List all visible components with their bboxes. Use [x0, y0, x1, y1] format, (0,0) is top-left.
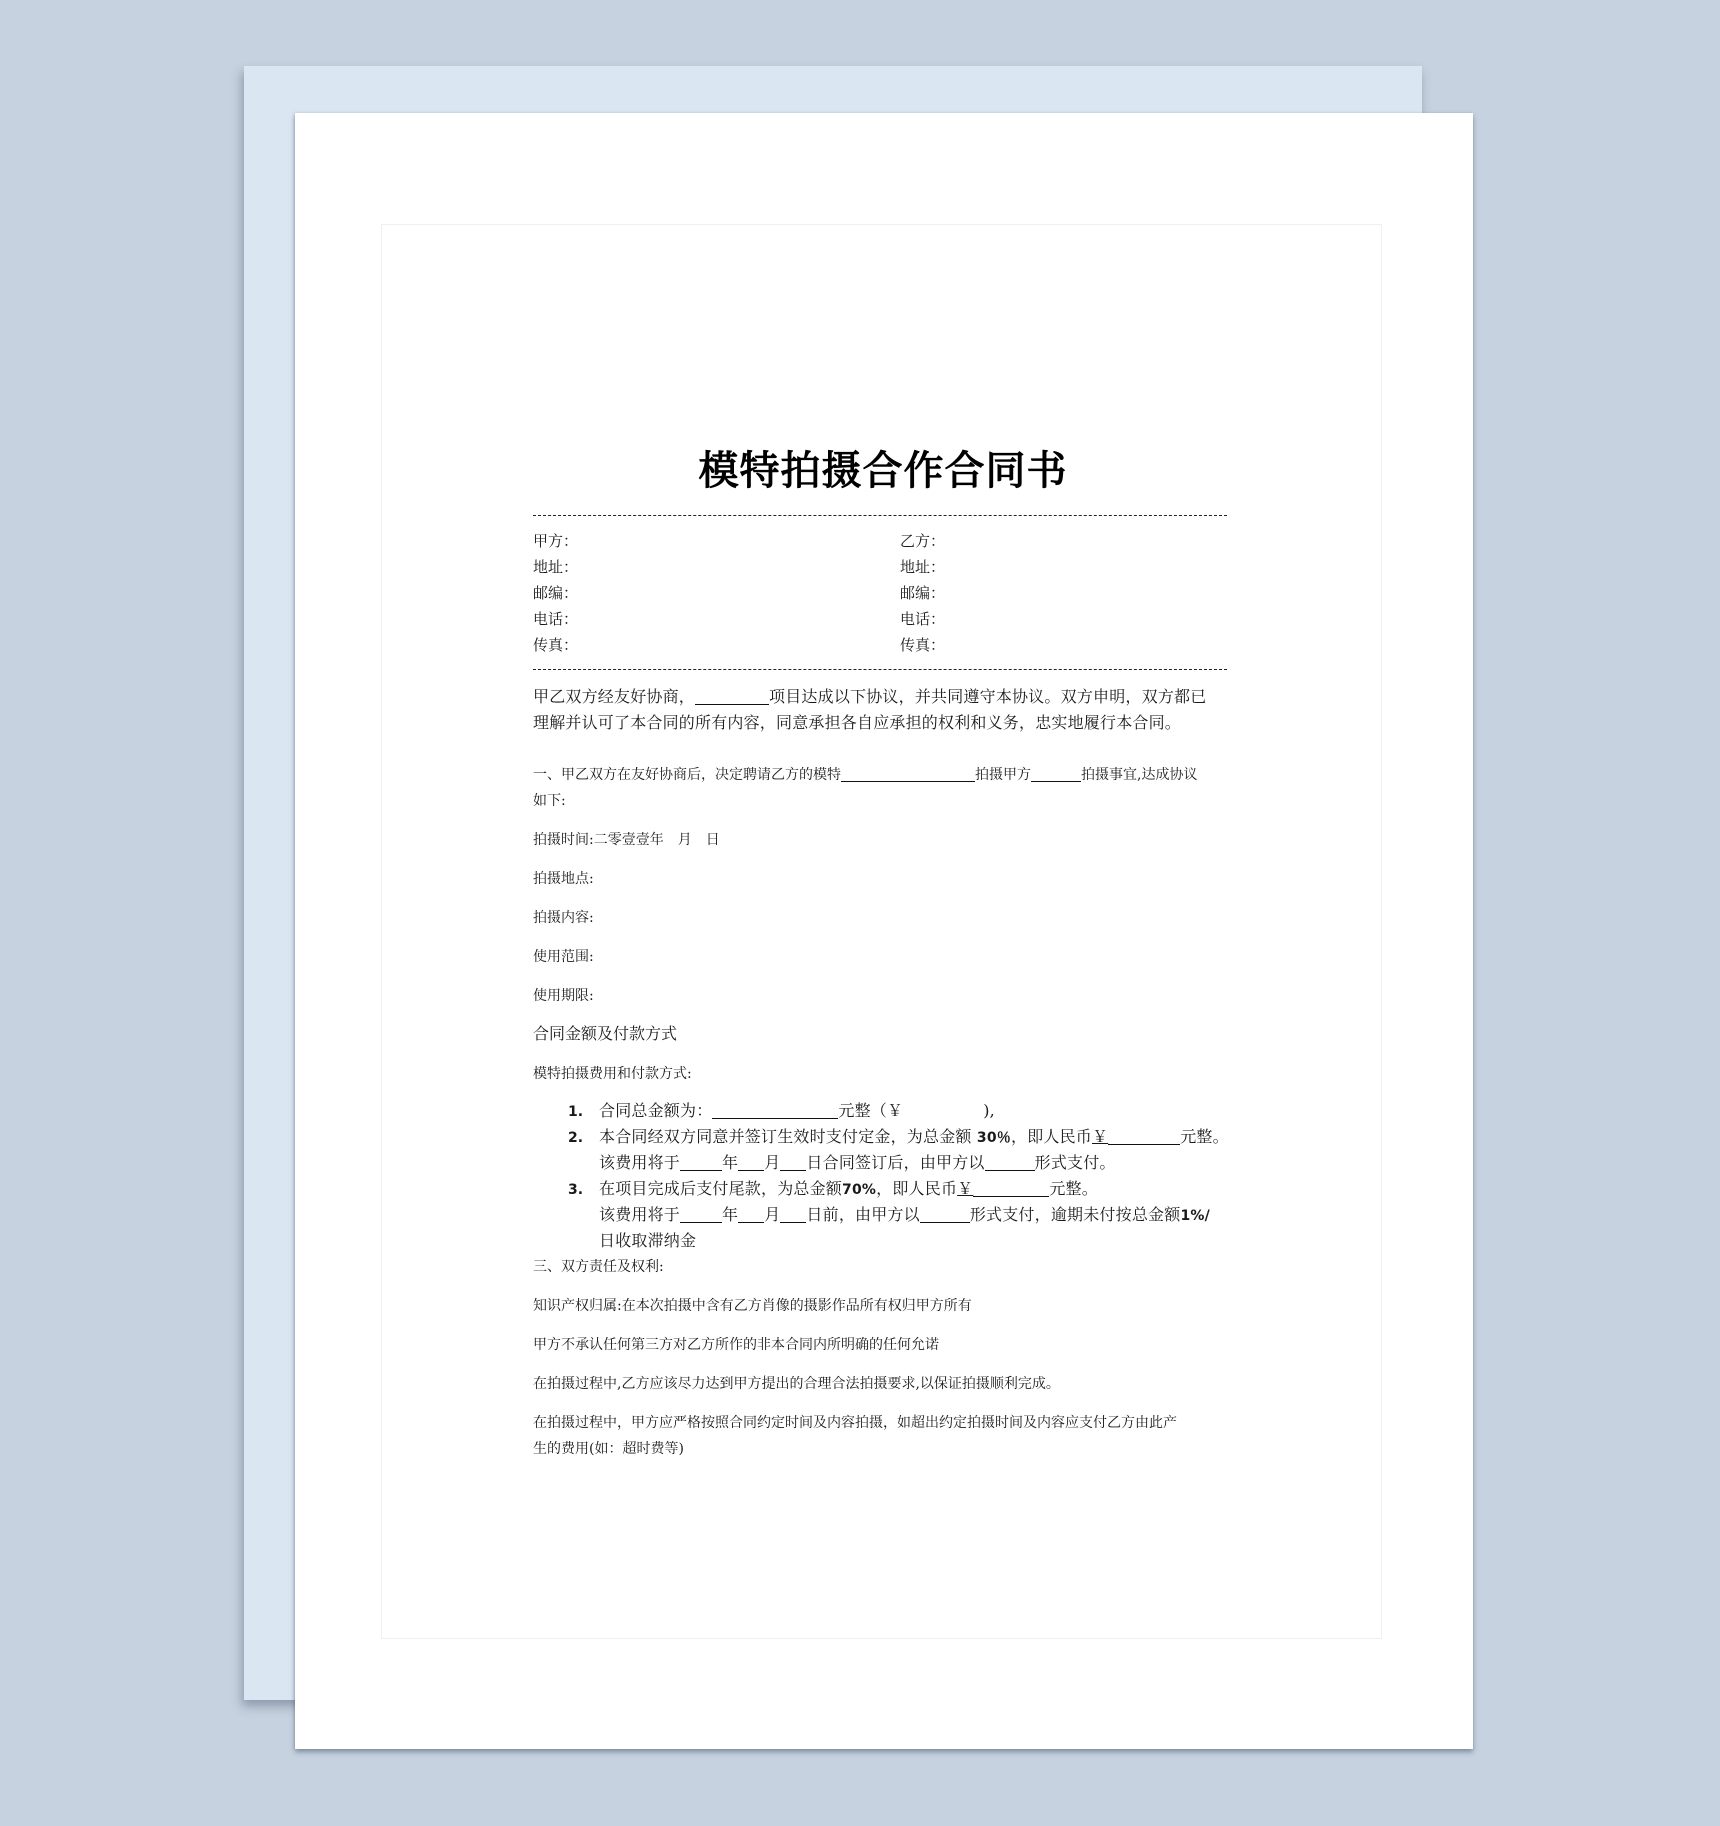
day-blank — [780, 1154, 806, 1171]
late-fee-percent: 1%/ — [1180, 1208, 1210, 1224]
intro-text: 项目达成以下协议，并共同遵守本协议。双方申明，双方都已 — [769, 687, 1207, 706]
payment-text: 元整（￥ — [838, 1101, 904, 1120]
party-b-postcode-label: 邮编： — [900, 584, 946, 602]
intro-line-2: 理解并认可了本合同的所有内容，同意承担各自应承担的权利和义务，忠实地履行本合同。 — [533, 713, 1182, 732]
shooting-time: 拍摄时间:二零壹壹年 月 日 — [533, 832, 720, 848]
payment-text: 合同总金额为： — [599, 1101, 713, 1120]
total-amount-blank — [712, 1102, 838, 1119]
usage-period: 使用期限: — [533, 988, 594, 1004]
project-blank — [695, 688, 769, 705]
deposit-amount-blank — [1108, 1128, 1180, 1145]
final-amount-blank — [973, 1180, 1049, 1197]
payment-text: 元整。 — [1049, 1179, 1098, 1198]
list-number-3: 3. — [568, 1182, 584, 1198]
month-label: 月 — [764, 1153, 781, 1172]
party-a-duty-clause-line-1: 在拍摄过程中，甲方应严格按照合同约定时间及内容拍摄，如超出约定拍摄时间及内容应支付乙方由此产 — [533, 1415, 1177, 1431]
section-1-line-2: 如下: — [533, 793, 566, 809]
section-1-line-1 — [533, 765, 1197, 785]
payment-text: 在项目完成后支付尾款，为总金额 — [599, 1179, 843, 1198]
intro-text: 甲乙双方经友好协商， — [533, 687, 696, 706]
intro-line-1 — [533, 687, 1206, 707]
document-title: 模特拍摄合作合同书 — [698, 448, 1068, 494]
year-blank — [680, 1154, 722, 1171]
party-b-fax-label: 传真： — [900, 636, 946, 654]
payment-text: 形式支付。 — [1034, 1153, 1116, 1172]
list-number-1: 1. — [568, 1104, 584, 1120]
section-3-heading: 三、双方责任及权利: — [533, 1259, 664, 1275]
deposit-percent: 30％ — [976, 1130, 1011, 1146]
list-number-2: 2. — [568, 1130, 584, 1146]
party-a-item-blank — [1031, 765, 1081, 782]
month-label: 月 — [764, 1205, 781, 1224]
party-a-address-label: 地址： — [533, 558, 579, 576]
payment-text: 该费用将于 — [599, 1153, 681, 1172]
payment-text: ，即人民币 — [1011, 1127, 1093, 1146]
payment-item-1 — [599, 1101, 995, 1121]
yen-sign: ￥ — [957, 1179, 974, 1198]
payment-item-3-line-2 — [599, 1205, 1210, 1226]
section-1-text: 一、甲乙双方在友好协商后，决定聘请乙方的模特 — [533, 767, 841, 783]
model-name-blank — [841, 765, 975, 782]
payment-method-blank — [920, 1206, 970, 1223]
party-b-duty-clause: 在拍摄过程中,乙方应该尽力达到甲方提出的合理合法拍摄要求,以保证拍摄顺利完成。 — [533, 1376, 1060, 1392]
payment-item-2 — [599, 1127, 1229, 1148]
final-percent: 70% — [842, 1182, 877, 1198]
year-blank — [680, 1206, 722, 1223]
section-1-text: 拍摄事宜,达成协议 — [1081, 767, 1198, 783]
day-blank — [780, 1206, 806, 1223]
month-blank — [738, 1206, 764, 1223]
party-a-postcode-label: 邮编： — [533, 584, 579, 602]
payment-text: 日前，由甲方以 — [806, 1205, 920, 1224]
party-a-fax-label: 传真： — [533, 636, 579, 654]
party-a-duty-clause-line-2: 生的费用(如：超时费等) — [533, 1441, 684, 1457]
payment-text: 元整。 — [1180, 1127, 1229, 1146]
payment-item-3-line-3: 日收取滞纳金 — [599, 1231, 697, 1250]
usage-scope: 使用范围: — [533, 949, 594, 965]
month-blank — [738, 1154, 764, 1171]
payment-text: ，即人民币 — [876, 1179, 958, 1198]
divider-top — [533, 515, 1227, 516]
section-2-heading: 合同金额及付款方式 — [533, 1024, 678, 1043]
payment-text: 该费用将于 — [599, 1205, 681, 1224]
ip-ownership-clause: 知识产权归属:在本次拍摄中含有乙方肖像的摄影作品所有权归甲方所有 — [533, 1298, 972, 1314]
party-a-phone-label: 电话： — [533, 610, 579, 628]
payment-method-blank — [985, 1154, 1035, 1171]
third-party-clause: 甲方不承认任何第三方对乙方所作的非本合同内所明确的任何允诺 — [533, 1337, 939, 1353]
section-1-text: 拍摄甲方 — [975, 767, 1031, 783]
payment-heading: 模特拍摄费用和付款方式: — [533, 1066, 692, 1082]
payment-text: ), — [983, 1101, 995, 1120]
year-label: 年 — [722, 1153, 739, 1172]
shooting-location: 拍摄地点: — [533, 871, 594, 887]
front-page-sheet — [295, 113, 1473, 1749]
payment-item-2-line-2 — [599, 1153, 1116, 1173]
payment-text: 日合同签订后，由甲方以 — [806, 1153, 985, 1172]
party-b-address-label: 地址： — [900, 558, 946, 576]
yen-sign: ￥ — [1092, 1127, 1109, 1146]
divider-bottom — [533, 669, 1227, 670]
party-b-phone-label: 电话： — [900, 610, 946, 628]
shooting-content: 拍摄内容: — [533, 910, 594, 926]
party-a-name-label: 甲方： — [533, 532, 579, 550]
payment-text: 形式支付，逾期未付按总金额 — [969, 1205, 1181, 1224]
payment-item-3 — [599, 1179, 1098, 1200]
year-label: 年 — [722, 1205, 739, 1224]
party-b-name-label: 乙方： — [900, 532, 946, 550]
payment-text: 本合同经双方同意并签订生效时支付定金，为总金额 — [599, 1127, 972, 1146]
